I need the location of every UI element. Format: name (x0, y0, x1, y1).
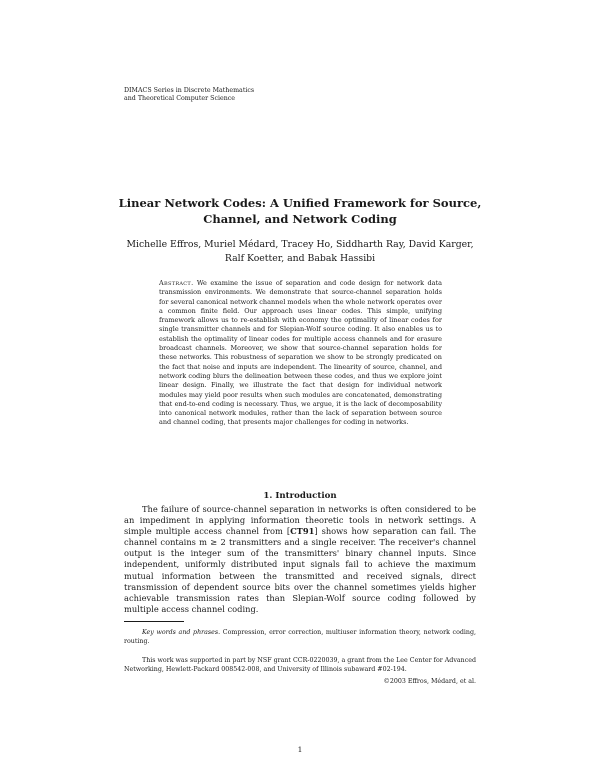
abstract-label: Abstract. (159, 279, 194, 287)
author-list (100, 238, 500, 265)
paper-title (100, 196, 500, 227)
section-heading: 1. Introduction (263, 491, 337, 501)
copyright-notice: ©2003 Effros, Médard, et al. (383, 678, 476, 685)
abstract (159, 279, 442, 428)
intro-text-b: ] shows how separation can fail. The channel contains m ≥ 2 transmitters and a single receiver. The receiver's channel output is the integer sum of the transmitters' binary channel inputs. Since independent, uniformly distributed input signals fail to achieve the maximum mutual information between the transmitted and received signals, direct transmission of dependent source bits over the channel sometimes yields higher achievable transmission rates than Slepian-Wolf source coding followed by multiple access channel coding. (124, 526, 476, 614)
title-line-1: Linear Network Codes: A Unified Framework for Source, (118, 196, 482, 210)
abstract-text: We examine the issue of separation and code design for network data transmission environments. We demonstrate that source-channel separation holds for several canonical network channel models when the whole network operates over a common finite field. Our approach uses linear codes. This simple, unifying framework allows us to re-establish with economy the optimality of linear codes for single transmitter channels and for Slepian-Wolf source coding. It also enables us to establish the optimality of linear codes for multiple access channels and for erasure broadcast channels. Moreover, we show that source-channel separation holds for these networks. This robustness of separation we show to be strongly predicated on the fact that noise and inputs are independent. The linearity of source, channel, and network coding blurs the delineation between these codes, and thus we explore joint linear design. Finally, we illustrate the fact that design for individual network modules may yield poor results when such modules are concatenated, demonstrating that end-to-end coding is necessary. Thus, we argue, it is the lack of decomposability into canonical network modules, rather than the lack of separation between source and channel coding, that presents major challenges for coding in networks. (159, 279, 442, 427)
footnote-support: This work was supported in part by NSF grant CCR-0220039, a grant from the Lee Center for Advanced Networking, Hewlett-Packard 008542-008, and University of Illinois subaward #02-194. (124, 657, 476, 674)
intro-text-a: The failure of source-channel separation in networks is often considered to be an impediment in applying information theoretic tools in network settings. A simple multiple access channel from [ (124, 504, 476, 537)
authors-line-1: Michelle Effros, Muriel Médard, Tracey Ho, Siddharth Ray, David Karger, (126, 239, 474, 250)
keywords-text: Compression, error correction, multiuser information theory, network coding, routing. (124, 629, 476, 646)
authors-line-2: Ralf Koetter, and Babak Hassibi (224, 252, 376, 264)
page-number: 1 (297, 745, 303, 754)
series-header (124, 87, 324, 104)
keywords-label: Key words and phrases. (142, 629, 221, 636)
series-line-1: DIMACS Series in Discrete Mathematics (124, 87, 255, 94)
footnote-rule (124, 621, 184, 622)
intro-paragraph (124, 504, 476, 615)
footnote-keywords (124, 628, 476, 646)
citation-link[interactable]: CT91 (290, 526, 315, 537)
title-line-2: Channel, and Network Coding (203, 211, 397, 226)
series-line-2: and Theoretical Computer Science (124, 95, 236, 103)
